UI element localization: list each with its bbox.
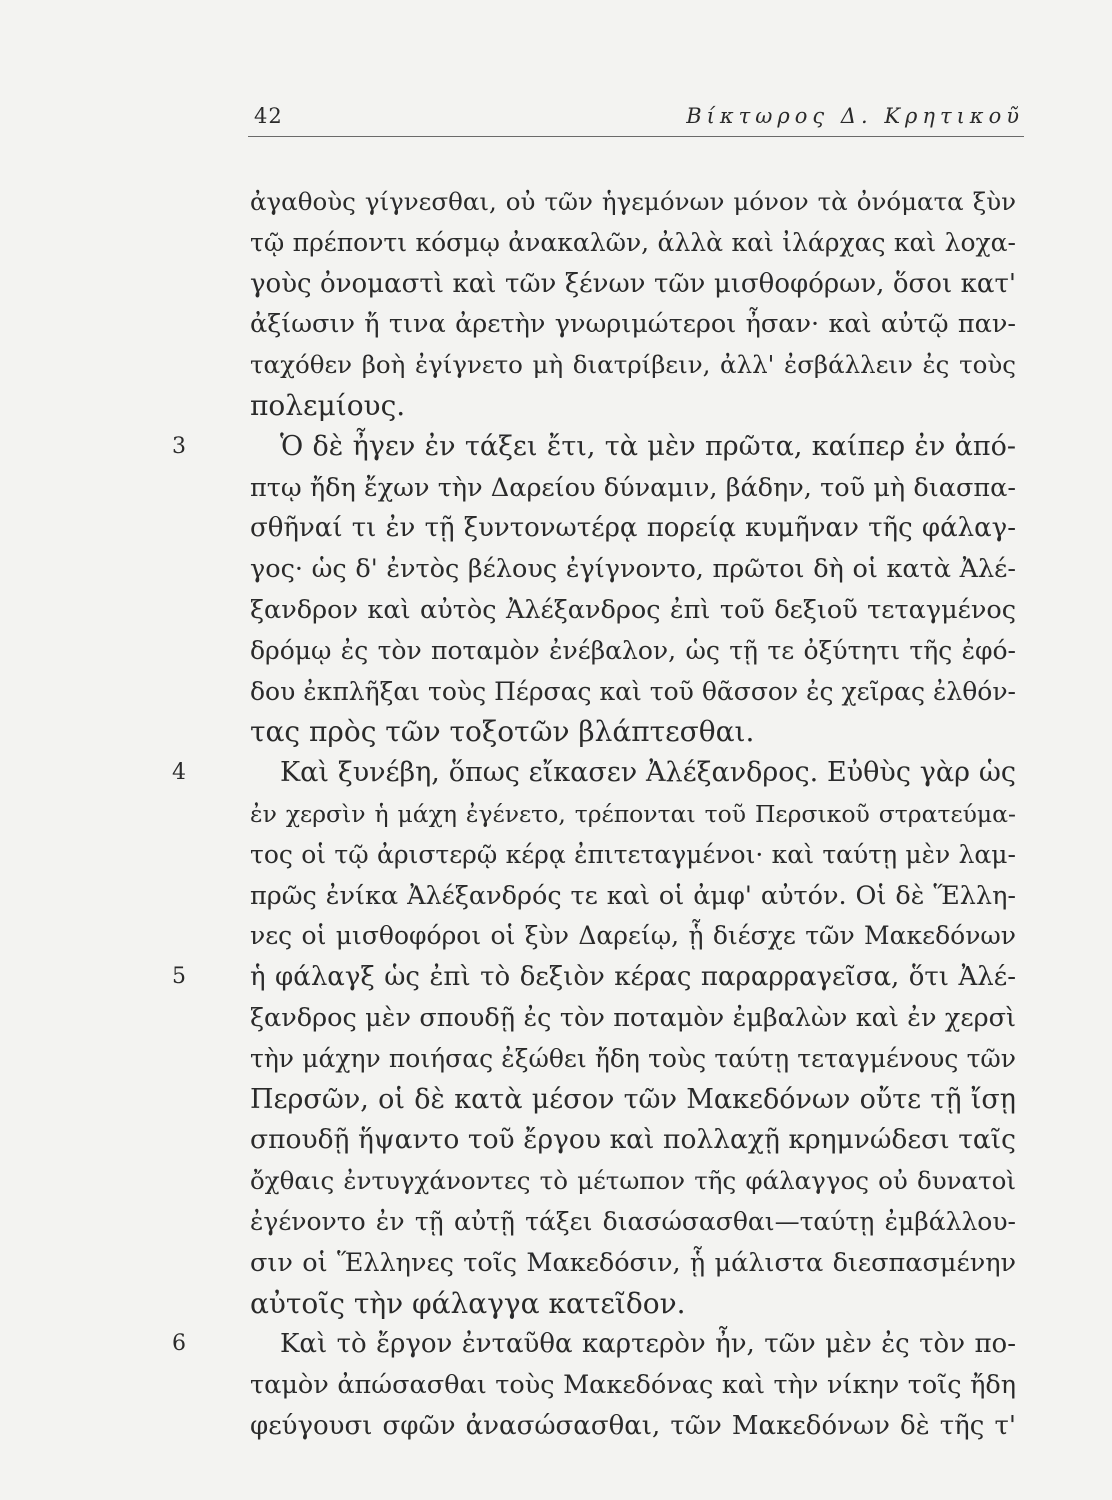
text-line: τος οἱ τῷ ἀριστερῷ κέρᾳ ἐπιτεταγμένοι· καὶ ταύτῃ μὲν λαμ-	[250, 839, 1016, 869]
body-text	[172, 182, 1016, 1447]
text-line: γοὺς ὀνομαστὶ καὶ τῶν ξένων τῶν μισθοφόρων, ὅσοι κατ'	[250, 268, 1016, 299]
text-line: Περσῶν, οἱ δὲ κατὰ μέσον τῶν Μακεδόνων οὔτε τῇ ἴσῃ	[250, 1083, 1016, 1115]
text-line: τῷ πρέποντι κόσμῳ ἀνακαλῶν, ἀλλὰ καὶ ἰλάρχας καὶ λοχα-	[250, 227, 1016, 257]
text-line: δου ἐκπλῆξαι τοὺς Πέρσας καὶ τοῦ θᾶσσον ἐς χεῖρας ἐλθόν-	[250, 676, 1016, 706]
text-line: ἀξίωσιν ἤ τινα ἀρετὴν γνωριμώτεροι ἦσαν· καὶ αὐτῷ παν-	[250, 309, 1016, 340]
section-number: 4	[172, 760, 186, 786]
text-line: ξανδρος μὲν σπουδῇ ἐς τὸν ποταμὸν ἐμβαλὼν καὶ ἐν χερσὶ	[250, 1002, 1016, 1033]
text-line-content: Καὶ ξυνέβη, ὅπως εἴκασεν Ἀλέξανδρος. Εὐθὺς γὰρ ὡς	[280, 757, 1016, 789]
section-number: 3	[172, 433, 186, 459]
text-line: τας πρὸς τῶν τοξοτῶν βλάπτεσθαι.	[250, 715, 755, 749]
text-line	[172, 957, 1016, 998]
text-line: σθῆναί τι ἐν τῇ ξυντονωτέρᾳ πορείᾳ κυμῆναν τῆς φάλαγ-	[250, 513, 1016, 544]
text-line-content: Καὶ τὸ ἔργον ἐνταῦθα καρτερὸν ἦν, τῶν μὲν ἐς τὸν πο-	[280, 1329, 1016, 1360]
text-line: ταχόθεν βοὴ ἐγίγνετο μὴ διατρίβειν, ἀλλ' ἐσβάλλειν ἐς τοὺς	[250, 350, 1016, 380]
text-line-content: ἡ φάλαγξ ὡς ἐπὶ τὸ δεξιὸν κέρας παραρραγεῖσα, ὅτι Ἀλέ-	[250, 962, 1016, 993]
text-line	[172, 427, 1016, 468]
section-number: 6	[172, 1331, 186, 1357]
text-line: ἀγαθοὺς γίγνεσθαι, οὐ τῶν ἡγεμόνων μόνον τὰ ὀνόματα ξὺν	[250, 187, 1016, 216]
text-line: ξανδρον καὶ αὐτὸς Ἀλέξανδρος ἐπὶ τοῦ δεξιοῦ τεταγμένος	[250, 594, 1016, 625]
text-line: δρόμῳ ἐς τὸν ποταμὸν ἐνέβαλον, ὡς τῇ τε ὀξύτητι τῆς ἐφό-	[250, 635, 1016, 665]
text-line: ταμὸν ἀπώσασθαι τοὺς Μακεδόνας καὶ τὴν νίκην τοῖς ἤδη	[250, 1370, 1016, 1401]
text-line: νες οἱ μισθοφόροι οἱ ξὺν Δαρείῳ, ᾗ διέσχε τῶν Μακεδόνων	[250, 921, 1016, 951]
running-head: Βίκτωρος Δ. Κρητικοῦ	[686, 104, 1024, 128]
text-line: πολεμίους.	[250, 388, 406, 422]
page-number: 42	[254, 104, 283, 128]
text-line	[172, 753, 1016, 794]
text-line: αὐτοῖς τὴν φάλαγγα κατεῖδον.	[250, 1286, 686, 1320]
text-line: ἐν χερσὶν ἡ μάχη ἐγένετο, τρέπονται τοῦ Περσικοῦ στρατεύμα-	[250, 799, 1016, 828]
text-line: γος· ὡς δ' ἐντὸς βέλους ἐγίγνοντο, πρῶτοι δὴ οἱ κατὰ Ἀλέ-	[250, 554, 1016, 585]
text-line: σιν οἱ Ἕλληνες τοῖς Μακεδόσιν, ᾗ μάλιστα διεσπασμένην	[250, 1247, 1016, 1278]
text-line: πτῳ ἤδη ἔχων τὴν Δαρείου δύναμιν, βάδην, τοῦ μὴ διασπα-	[250, 472, 1016, 503]
text-line: ὄχθαις ἐντυγχάνοντες τὸ μέτωπον τῆς φάλαγγος οὐ δυνατοὶ	[250, 1166, 1016, 1196]
text-line	[172, 1324, 1016, 1365]
text-line: πρῶς ἐνίκα Ἀλέξανδρός τε καὶ οἱ ἀμφ' αὐτόν. Οἱ δὲ Ἕλλη-	[250, 880, 1016, 911]
text-line: σπουδῇ ἥψαντο τοῦ ἔργου καὶ πολλαχῇ κρημνώδεσι ταῖς	[250, 1124, 1016, 1156]
text-line: τὴν μάχην ποιήσας ἐξώθει ἤδη τοὺς ταύτῃ τεταγμένους τῶν	[250, 1043, 1016, 1073]
text-line: ἐγένοντο ἐν τῇ αὐτῇ τάξει διασώσασθαι—ταύτῃ ἐμβάλλου-	[250, 1206, 1016, 1236]
section-number: 5	[172, 964, 186, 990]
text-line: φεύγουσι σφῶν ἀνασώσασθαι, τῶν Μακεδόνων δὲ τῆς τ'	[250, 1410, 1016, 1441]
page-header	[248, 100, 1024, 137]
text-line-content: Ὁ δὲ ἦγεν ἐν τάξει ἔτι, τὰ μὲν πρῶτα, καίπερ ἐν ἀπό-	[280, 430, 1016, 462]
